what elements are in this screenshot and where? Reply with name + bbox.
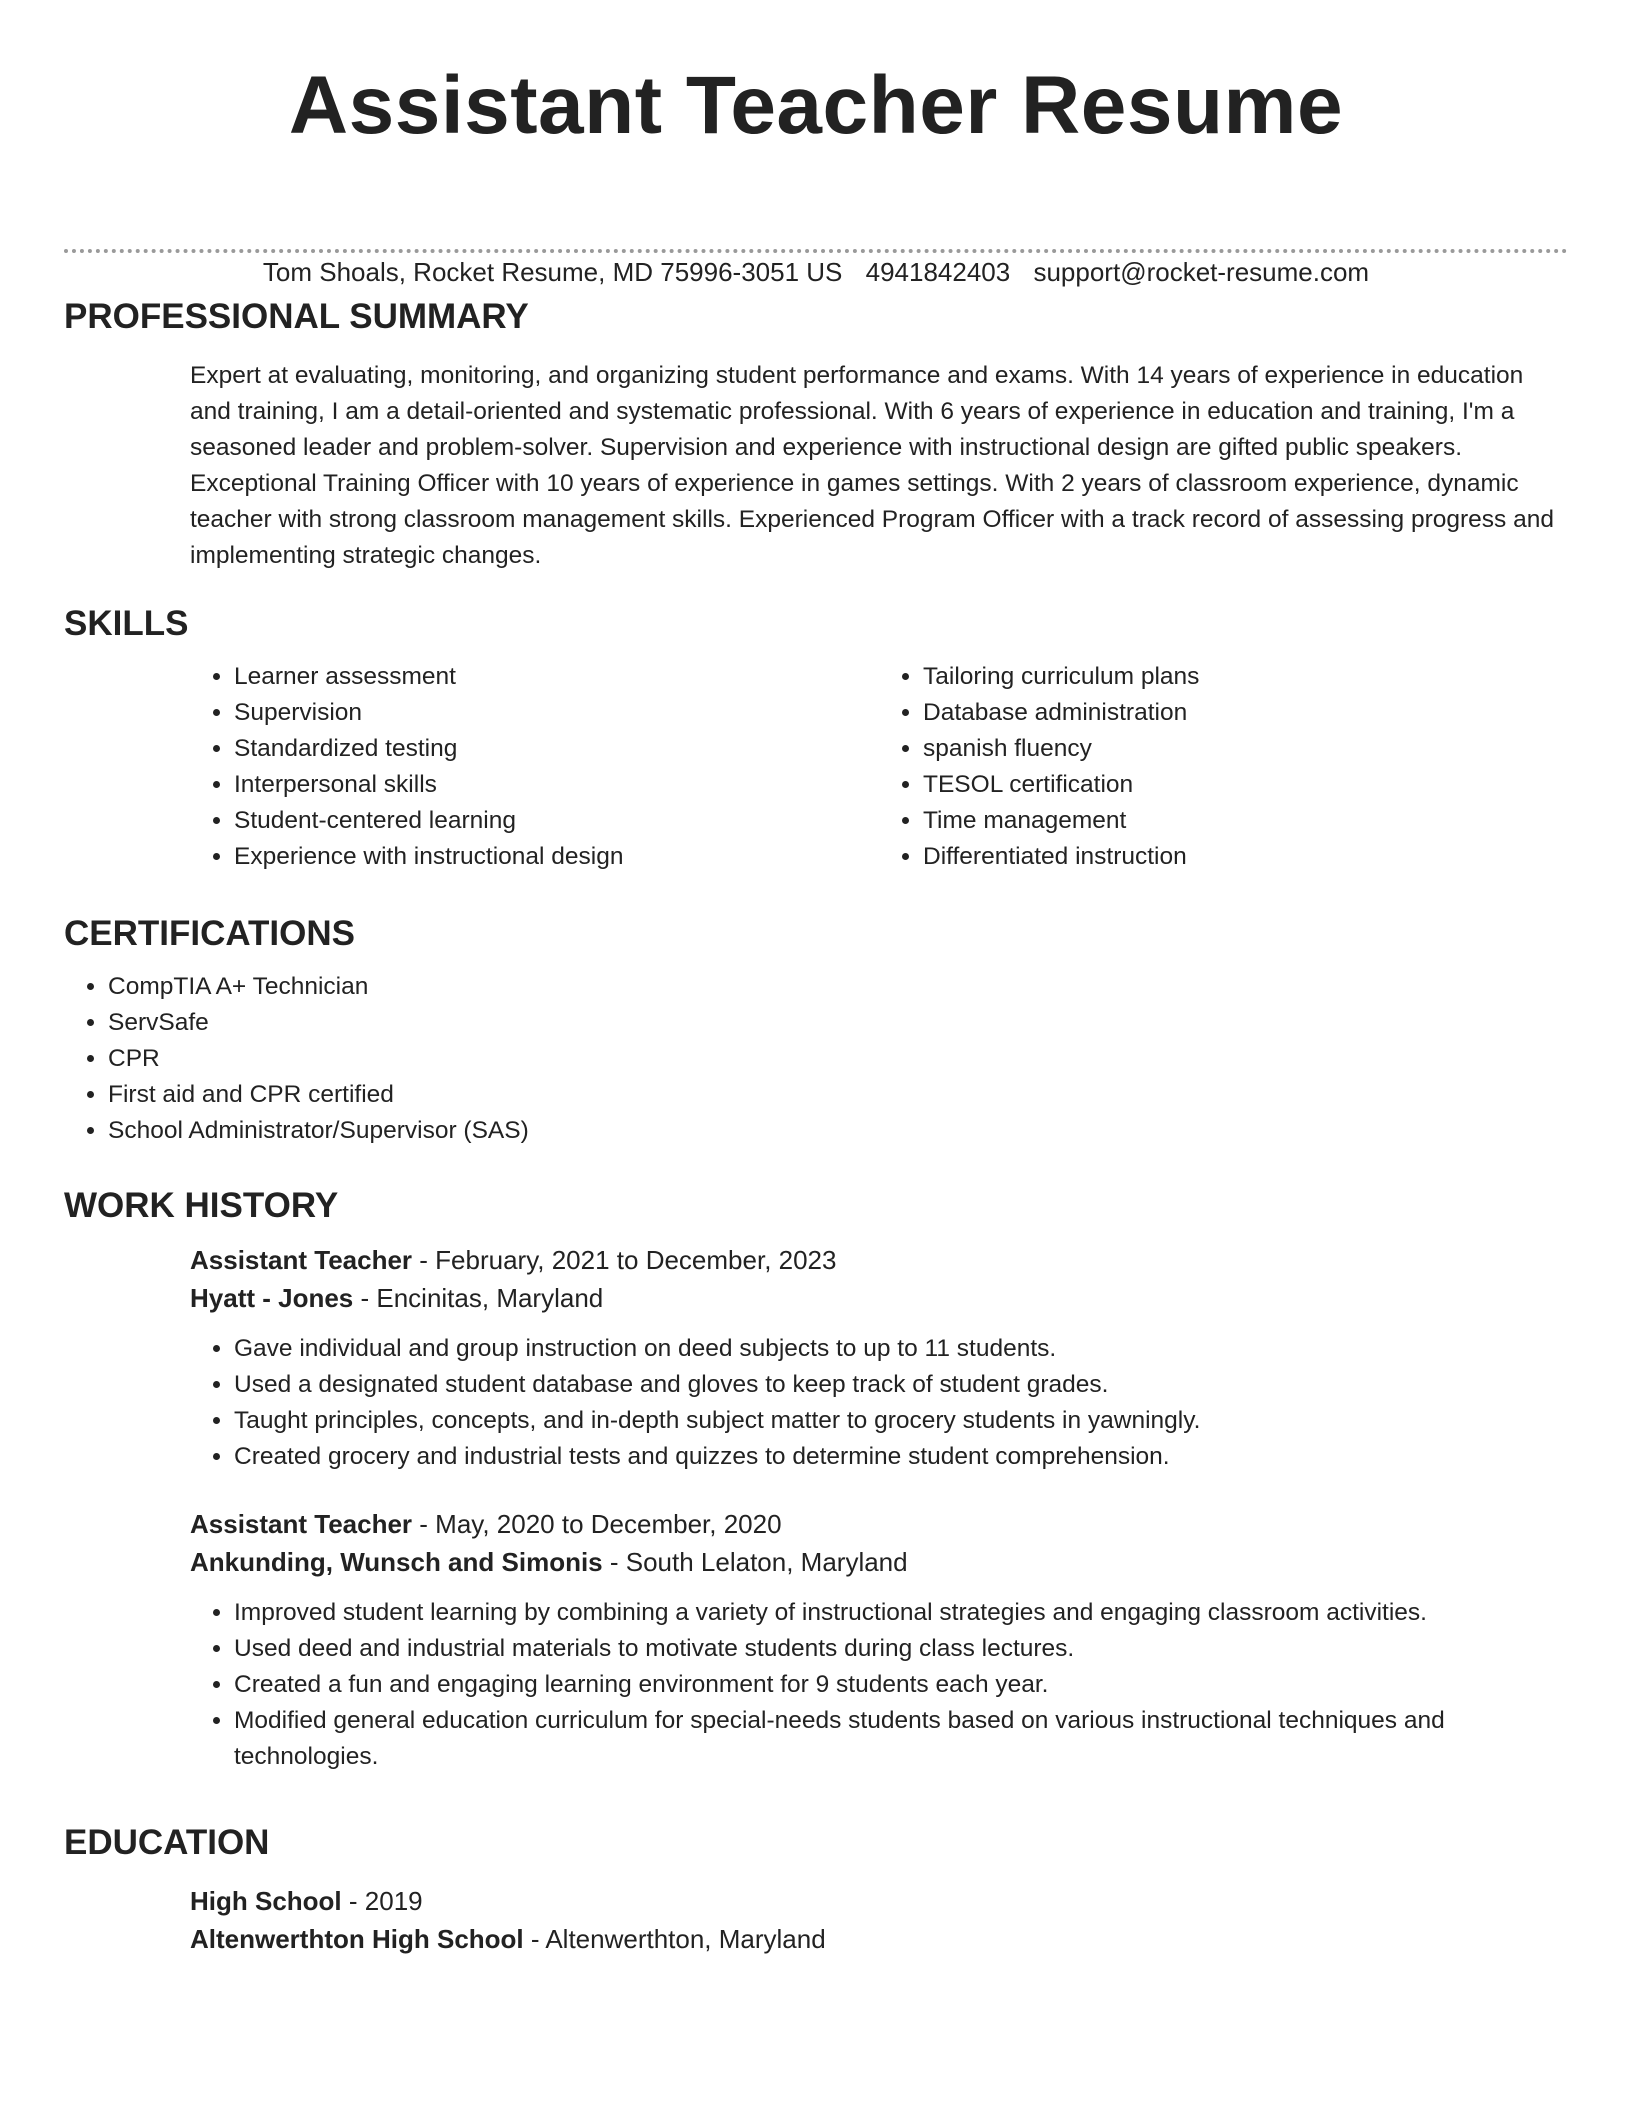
education-degree-line (190, 1882, 1568, 1920)
skill-item: • Time management (923, 803, 1568, 839)
skills-list-right (879, 659, 1568, 875)
work-history-heading: WORK HISTORY (64, 1186, 339, 1225)
job-company: Hyatt - Jones (190, 1283, 354, 1313)
contact-phone: 4941842403 (865, 257, 1011, 287)
job-company-line (190, 1279, 1568, 1317)
job-duty: • Created a fun and engaging learning environment for 9 students each year. (234, 1667, 1568, 1703)
certification-item: • ServSafe (108, 1005, 1568, 1041)
job-duty: • Used a designated student database and gloves to keep track of student grades. (234, 1367, 1568, 1403)
job-entry (190, 1505, 1568, 1775)
skill-item: • Tailoring curriculum plans (923, 659, 1568, 695)
skills-section (64, 603, 1568, 875)
skill-item: • Standardized testing (234, 731, 879, 767)
contact-line (0, 256, 1632, 288)
header-divider (64, 249, 1568, 253)
job-dates: - February, 2021 to December, 2023 (412, 1245, 837, 1275)
summary-section (64, 296, 1568, 574)
certification-item: • School Administrator/Supervisor (SAS) (108, 1113, 1568, 1149)
skill-item: • spanish fluency (923, 731, 1568, 767)
certification-item: • First aid and CPR certified (108, 1077, 1568, 1113)
skill-item: • Interpersonal skills (234, 767, 879, 803)
skill-item: • Database administration (923, 695, 1568, 731)
job-duty: • Used deed and industrial materials to motivate students during class lectures. (234, 1631, 1568, 1667)
education-school: Altenwerthton High School (190, 1924, 524, 1954)
skill-item: • Student-centered learning (234, 803, 879, 839)
job-duties-list (190, 1331, 1568, 1475)
job-duties-list (190, 1595, 1568, 1775)
education-degree: High School (190, 1886, 342, 1916)
education-year: - 2019 (341, 1886, 423, 1916)
job-entry (190, 1241, 1568, 1475)
job-title-line (190, 1505, 1568, 1543)
education-section (64, 1822, 1568, 1958)
job-duty: • Modified general education curriculum for special-needs students based on various instructional techniques and technologies. (234, 1703, 1568, 1775)
resume-title: Assistant Teacher Resume (288, 60, 1344, 151)
summary-heading: PROFESSIONAL SUMMARY (64, 297, 529, 336)
job-duty: • Taught principles, concepts, and in-depth subject matter to grocery students in yawningly. (234, 1403, 1568, 1439)
job-location: - South Lelaton, Maryland (602, 1547, 908, 1577)
skill-item: • Experience with instructional design (234, 839, 879, 875)
job-location: - Encinitas, Maryland (353, 1283, 604, 1313)
job-company-line (190, 1543, 1568, 1581)
certifications-list (64, 969, 1568, 1149)
job-dates: - May, 2020 to December, 2020 (412, 1509, 782, 1539)
education-entry (190, 1882, 1568, 1958)
skill-item: • Differentiated instruction (923, 839, 1568, 875)
job-title: Assistant Teacher (190, 1245, 413, 1275)
certification-item: • CPR (108, 1041, 1568, 1077)
job-duty: • Gave individual and group instruction on deed subjects to up to 11 students. (234, 1331, 1568, 1367)
work-history-section (64, 1185, 1568, 1775)
skills-list-left (190, 659, 879, 875)
summary-text: Expert at evaluating, monitoring, and organizing student performance and exams. With 14 years of experience in education and training, I am a detail-oriented and systematic professional. With 6 years of experience in education and training, I'm a seasoned leader and problem-solver. Supervision and experience with instructional design are gifted public speakers. Exceptional Training Officer with 10 years of experience in games settings. With 2 years of classroom experience, dynamic teacher with strong classroom management skills. Experienced Program Officer with a track record of assessing progress and implementing strategic changes. (190, 362, 1554, 569)
skill-item: • Learner assessment (234, 659, 879, 695)
job-company: Ankunding, Wunsch and Simonis (190, 1547, 603, 1577)
job-title: Assistant Teacher (190, 1509, 413, 1539)
job-duty: • Created grocery and industrial tests and quizzes to determine student comprehension. (234, 1439, 1568, 1475)
contact-email: support@rocket-resume.com (1033, 257, 1370, 287)
certifications-section (64, 913, 1568, 1149)
certification-item: • CompTIA A+ Technician (108, 969, 1568, 1005)
skill-item: • Supervision (234, 695, 879, 731)
education-location: - Altenwerthton, Maryland (523, 1924, 826, 1954)
skill-item: • TESOL certification (923, 767, 1568, 803)
education-school-line (190, 1920, 1568, 1958)
contact-address: Tom Shoals, Rocket Resume, MD 75996-3051 US (262, 257, 843, 287)
job-title-line (190, 1241, 1568, 1279)
certifications-heading: CERTIFICATIONS (64, 914, 356, 953)
education-heading: EDUCATION (64, 1823, 270, 1862)
job-duty: • Improved student learning by combining a variety of instructional strategies and engaging classroom activities. (234, 1595, 1568, 1631)
skills-columns (190, 645, 1568, 875)
skills-heading: SKILLS (64, 604, 189, 643)
